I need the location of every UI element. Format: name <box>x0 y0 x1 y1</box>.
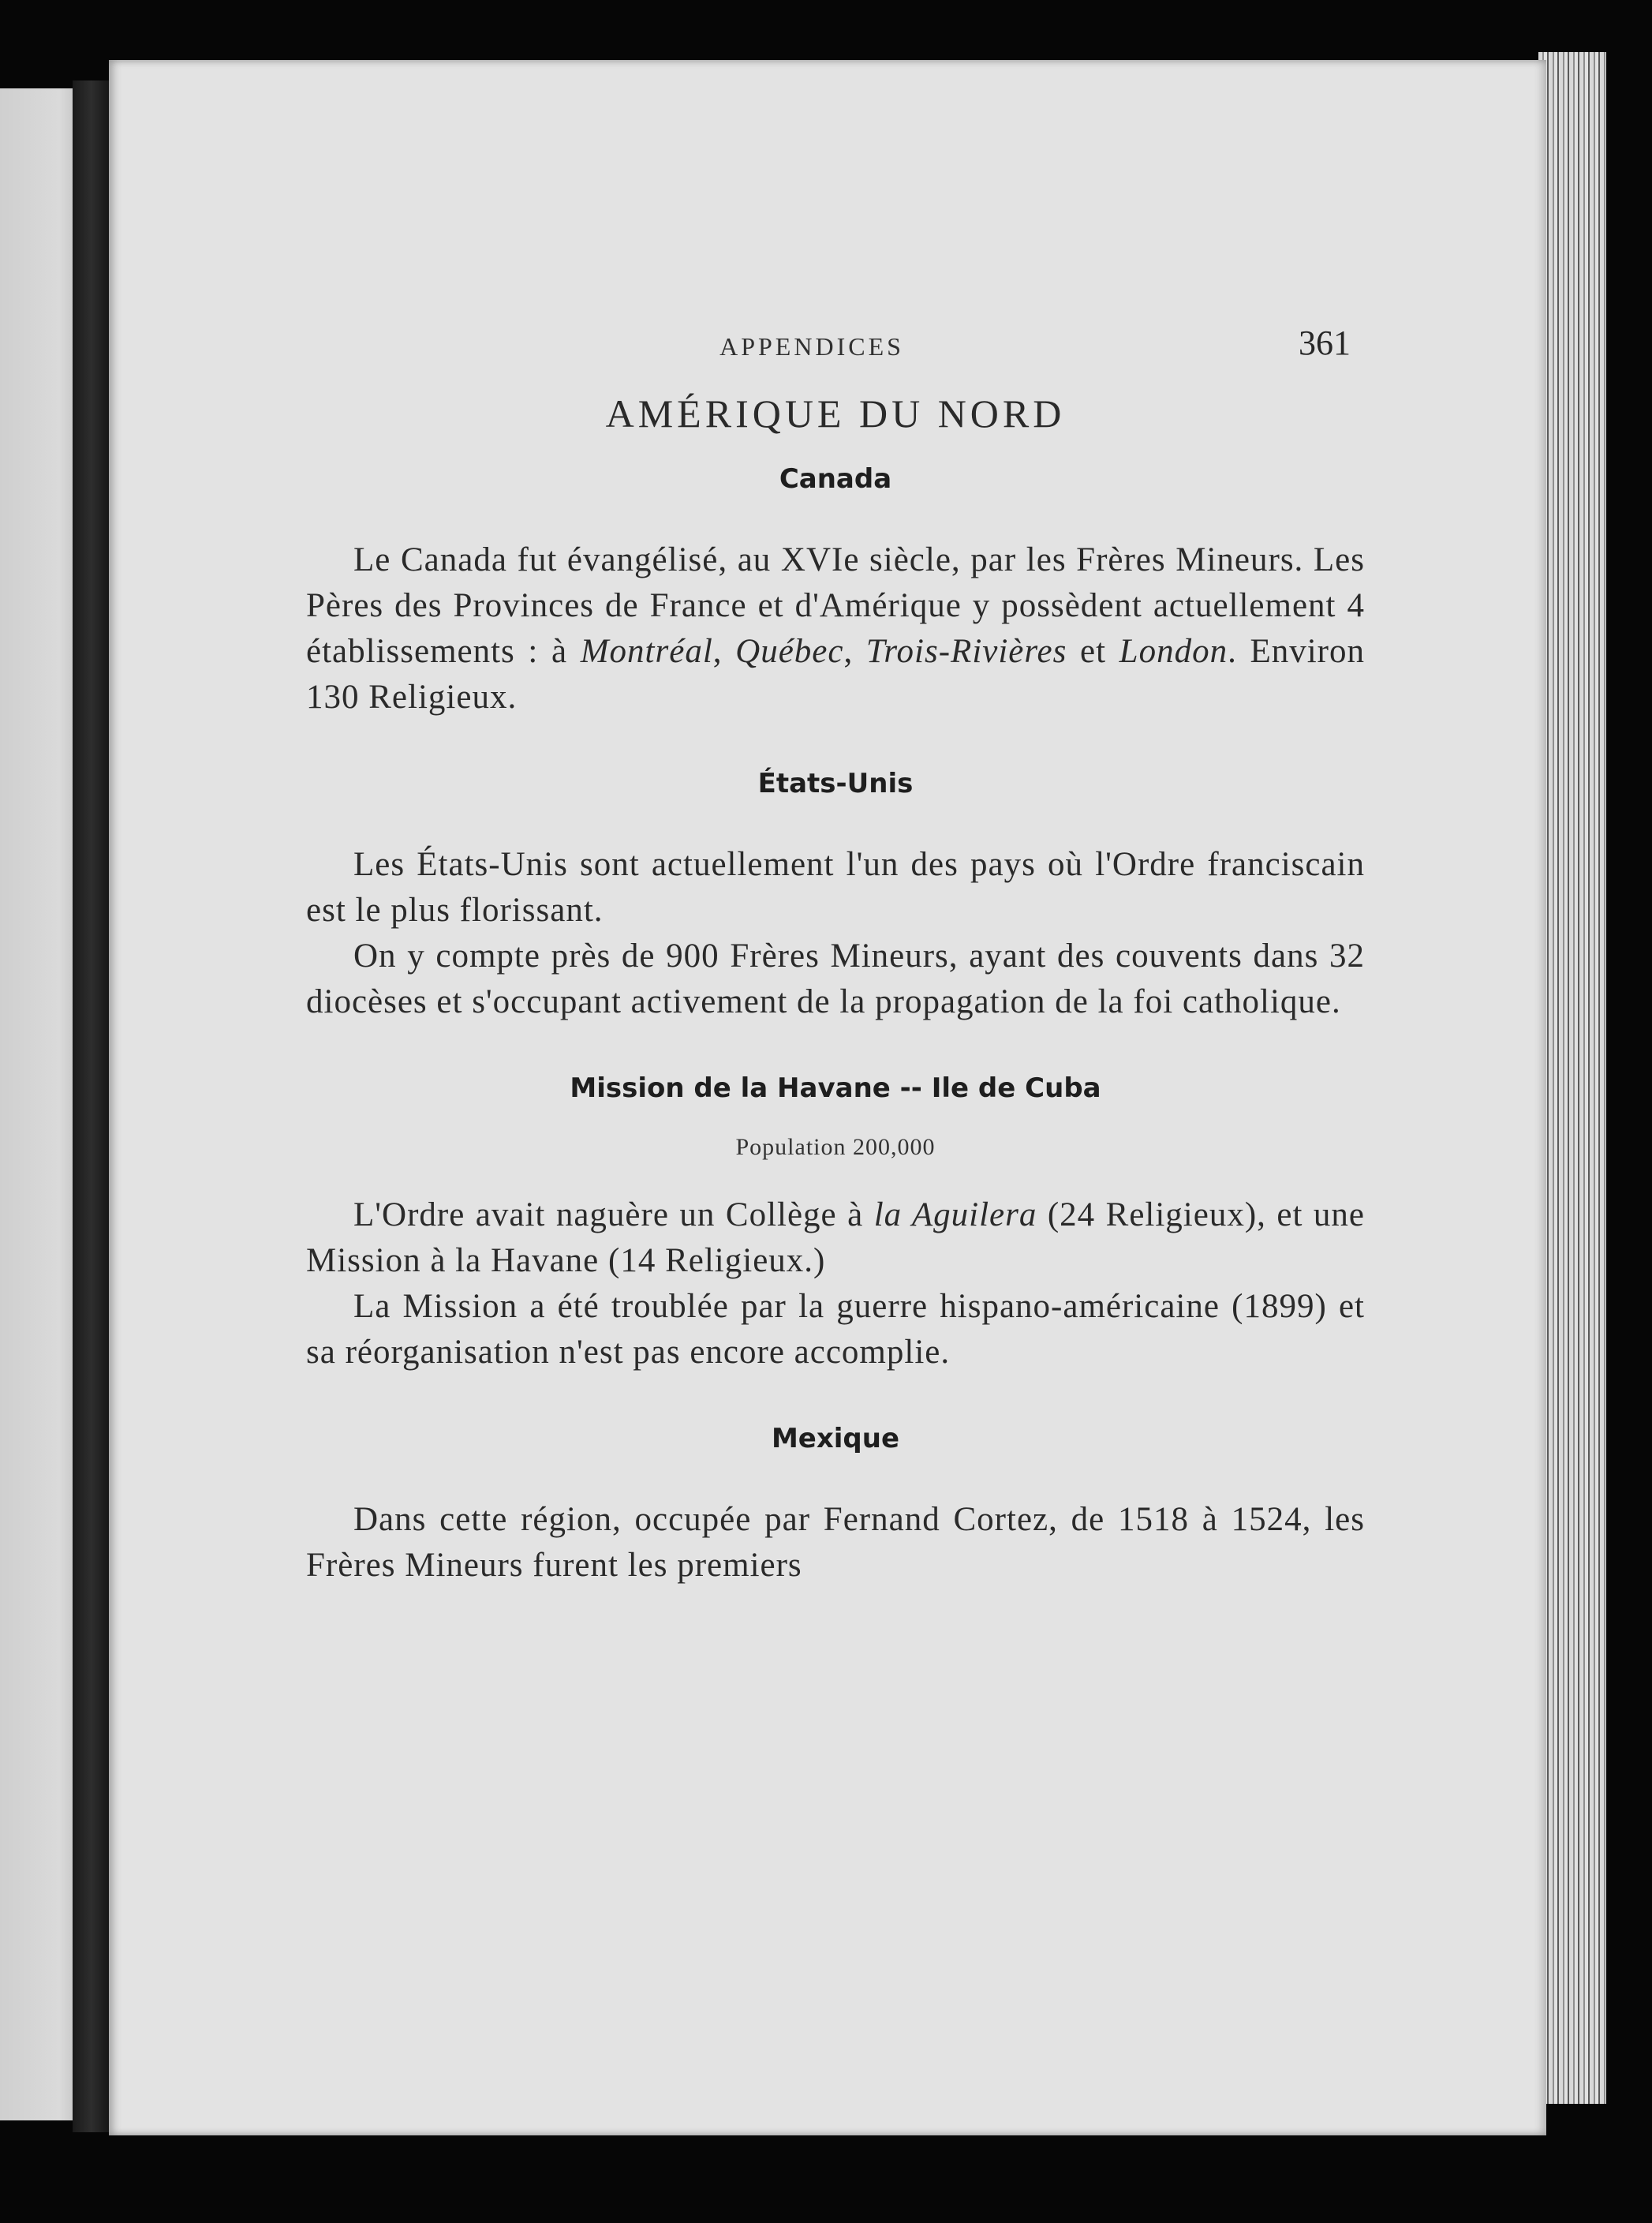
running-head <box>306 261 1365 362</box>
paragraph-etats-unis-1: Les États-Unis sont actuellement l'un des pays où l'Ordre franciscain est le plus florissant. <box>306 846 1365 929</box>
place-name: Trois-Rivières <box>865 633 1067 670</box>
book-gutter <box>73 80 110 2132</box>
section-title-etats-unis: États-Unis <box>757 768 914 799</box>
section-title-mexique: Mexique <box>771 1423 900 1454</box>
text-run: Le Canada fut évangélisé, au XVIe siècle, par les Frères Mineurs. Les Pères des Provinces de France et d'Amérique y possèdent actuellement 4 établissements : à <box>306 541 1365 670</box>
paragraph-canada <box>306 537 1365 720</box>
text-run: , <box>712 633 736 670</box>
section-title-canada: Canada <box>779 463 892 495</box>
text-run: et <box>1067 633 1119 670</box>
place-name: London <box>1119 633 1228 670</box>
page-stack-edges <box>1538 52 1606 2104</box>
text-run: (24 Religieux), et une Mission à la Havane (14 Religieux.) <box>306 1196 1365 1279</box>
page-content <box>306 261 1365 1589</box>
page-number: 361 <box>1299 324 1351 362</box>
paragraph-havane-1 <box>306 1192 1365 1284</box>
paragraph-havane-2: La Mission a été troublée par la guerre hispano-américaine (1899) et sa réorganisation n'est pas encore accomplie. <box>306 1288 1365 1371</box>
main-title: AMÉRIQUE DU NORD <box>605 391 1066 436</box>
population-note: Population 200,000 <box>735 1134 936 1160</box>
text-run: L'Ordre avait naguère un Collège à <box>353 1196 874 1233</box>
paragraph-etats-unis-2: On y compte près de 900 Frères Mineurs, ayant des couvents dans 32 diocèses et s'occupant activement de la propagation de la foi catholique. <box>306 937 1365 1020</box>
place-name: la Aguilera <box>873 1196 1037 1233</box>
paragraph-mexique: Dans cette région, occupée par Fernand Cortez, de 1518 à 1524, les Frères Mineurs furent les premiers <box>306 1501 1365 1584</box>
running-head-title: APPENDICES <box>719 332 904 361</box>
text-run: . Environ 130 Religieux. <box>306 633 1365 716</box>
place-name: Montréal <box>580 633 713 670</box>
book-page <box>109 60 1546 2135</box>
place-name: Québec <box>735 633 844 670</box>
section-title-havane: Mission de la Havane -- Ile de Cuba <box>570 1072 1101 1104</box>
text-run: , <box>843 633 866 670</box>
